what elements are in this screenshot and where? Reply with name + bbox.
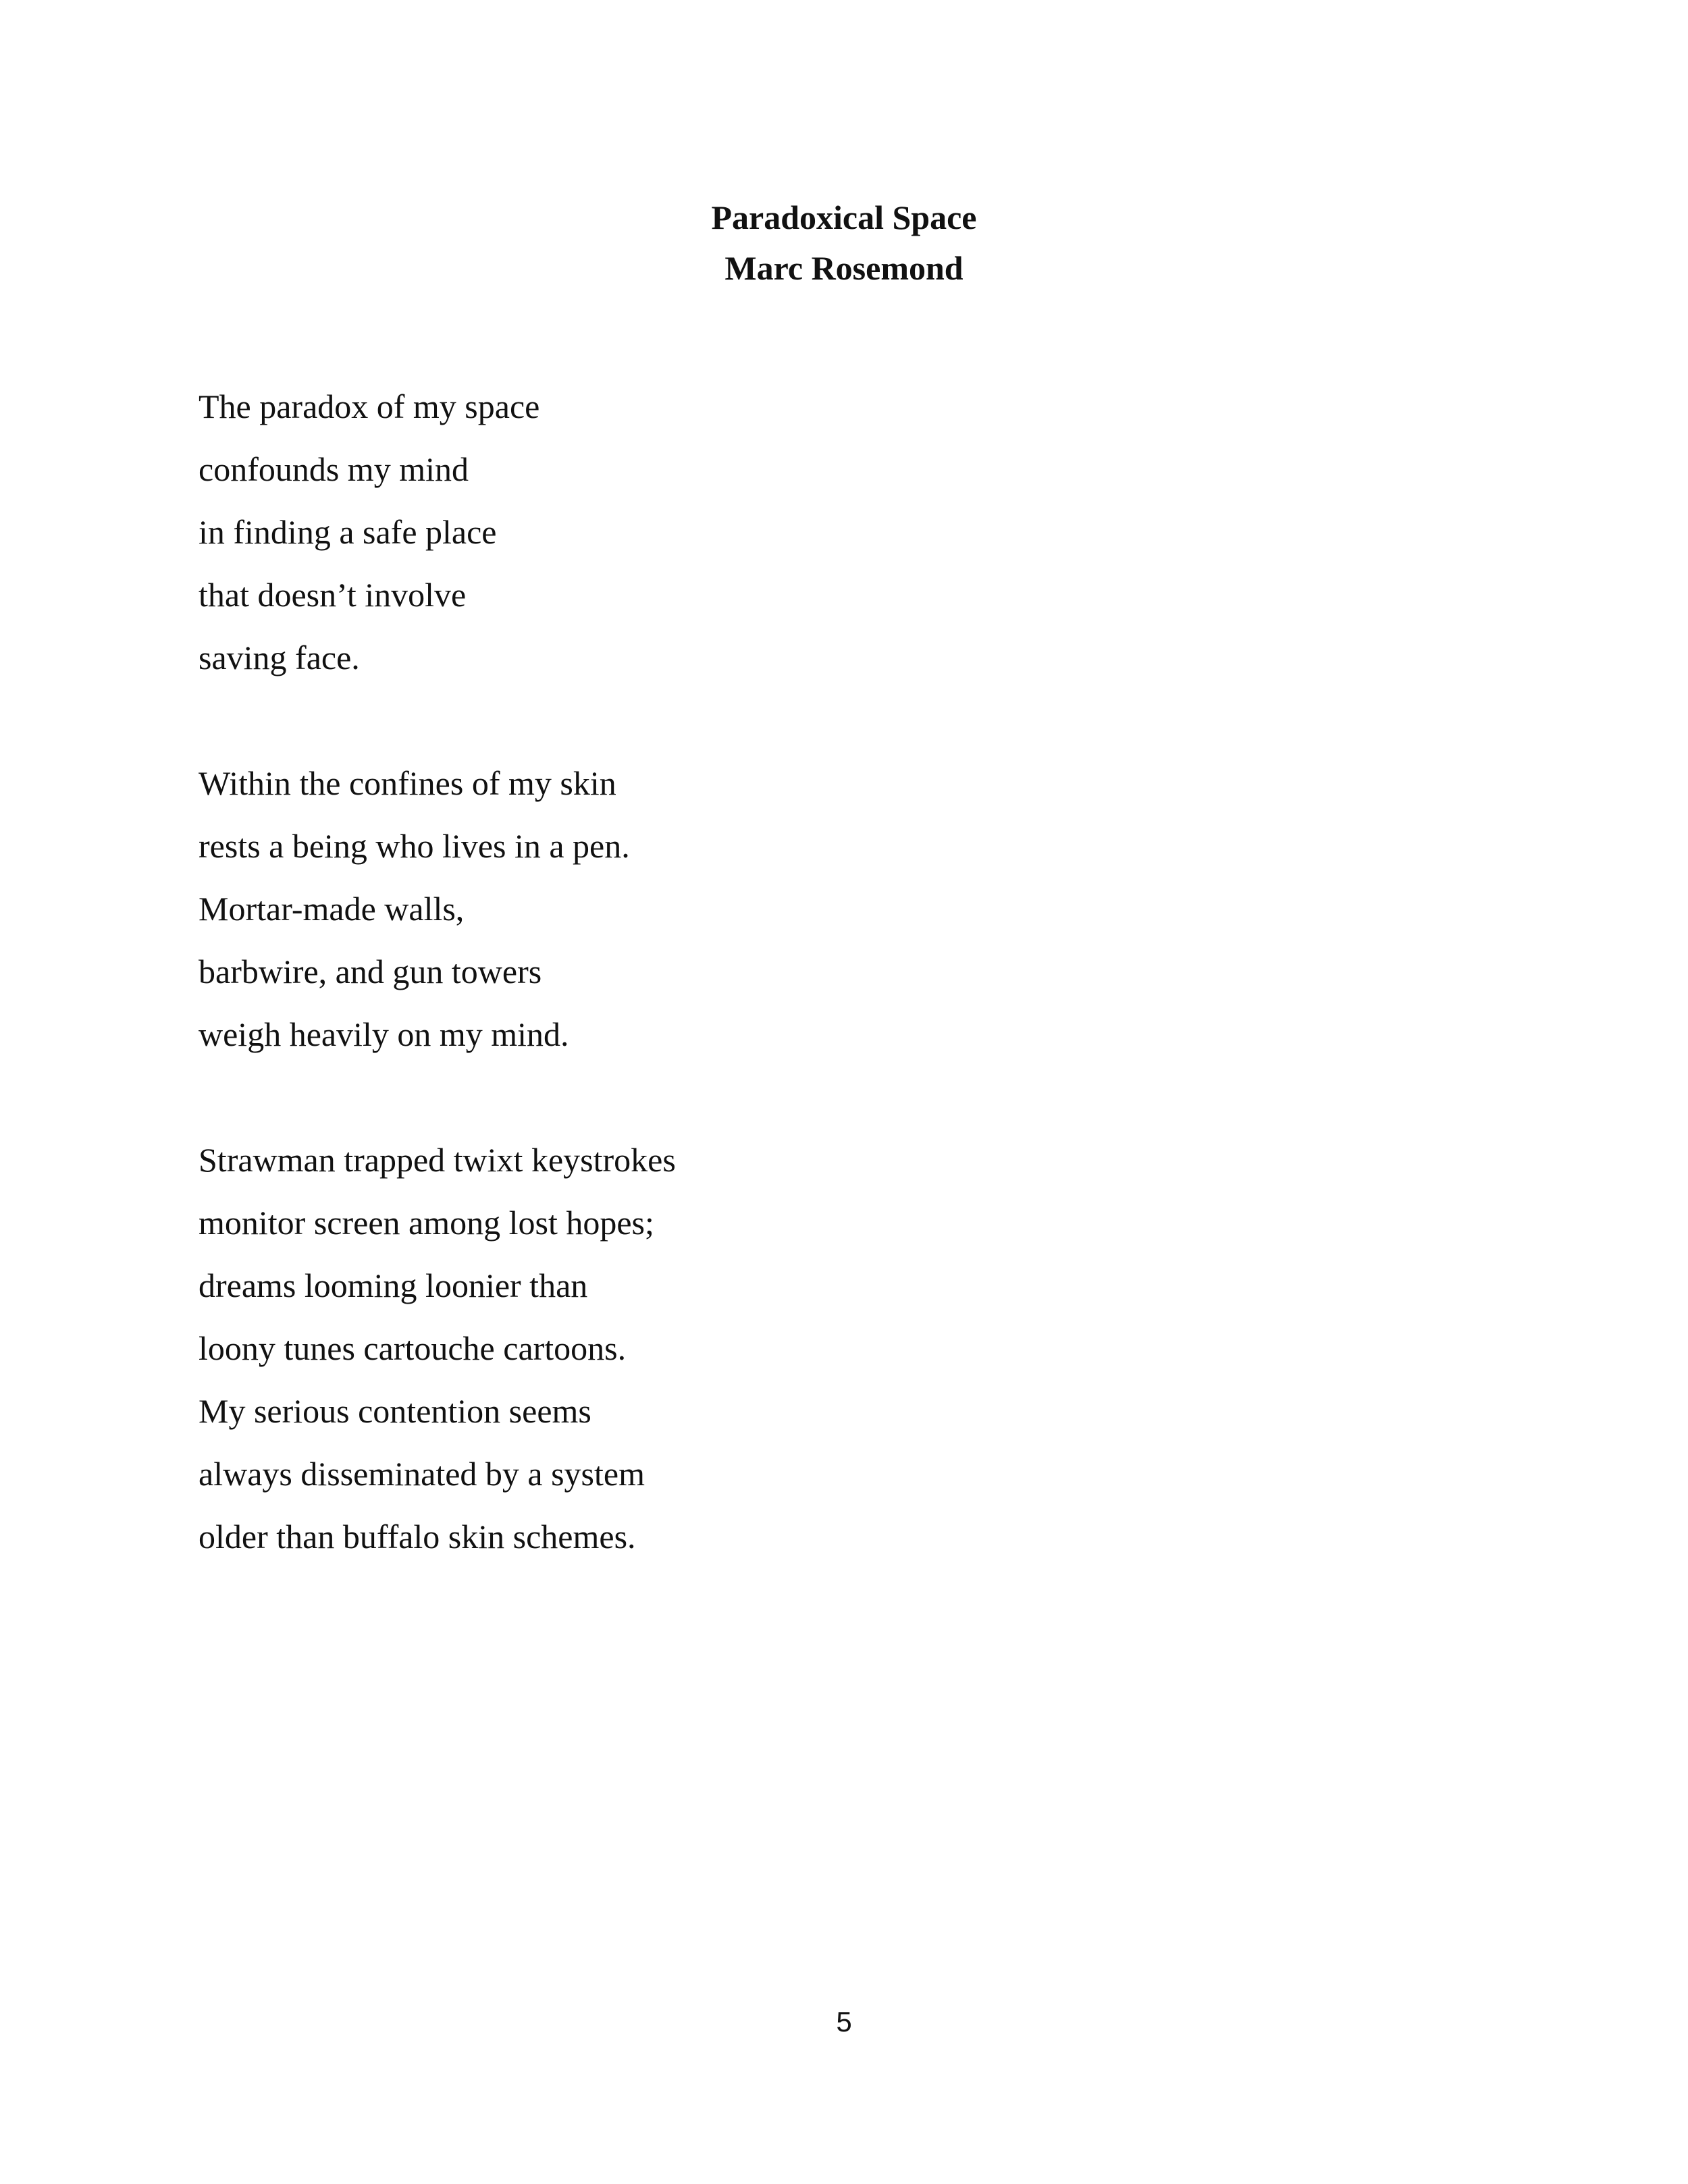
poem-line: confounds my mind bbox=[199, 450, 469, 488]
poem-line: The paradox of my space bbox=[199, 388, 540, 425]
poem-title: Paradoxical Space bbox=[711, 198, 977, 236]
poem-line: weigh heavily on my mind. bbox=[199, 1015, 569, 1053]
stanza-2 bbox=[199, 752, 1414, 1066]
poem-line: older than buffalo skin schemes. bbox=[199, 1518, 636, 1555]
poem-line: always disseminated by a system bbox=[199, 1455, 645, 1493]
poem-line: that doesn’t involve bbox=[199, 576, 467, 614]
poem-line: dreams looming loonier than bbox=[199, 1267, 588, 1304]
poem-line: in finding a safe place bbox=[199, 513, 497, 551]
poem-line: barbwire, and gun towers bbox=[199, 953, 542, 990]
poem-line: Strawman trapped twixt keystrokes bbox=[199, 1141, 676, 1179]
poem-line: loony tunes cartouche cartoons. bbox=[199, 1329, 627, 1367]
stanza-1 bbox=[199, 375, 1414, 689]
poem-line: Mortar-made walls, bbox=[199, 890, 465, 928]
title-block bbox=[0, 192, 1688, 294]
poem-line: My serious contention seems bbox=[199, 1392, 591, 1430]
poem-line: monitor screen among lost hopes; bbox=[199, 1204, 654, 1242]
poem-line: Within the confines of my skin bbox=[199, 764, 616, 802]
poem-body bbox=[199, 375, 1414, 1568]
page-number: 5 bbox=[836, 2006, 852, 2037]
poem-line: rests a being who lives in a pen. bbox=[199, 827, 630, 865]
stanza-3 bbox=[199, 1129, 1414, 1568]
poem-line: saving face. bbox=[199, 639, 360, 676]
poem-author: Marc Rosemond bbox=[724, 249, 964, 287]
